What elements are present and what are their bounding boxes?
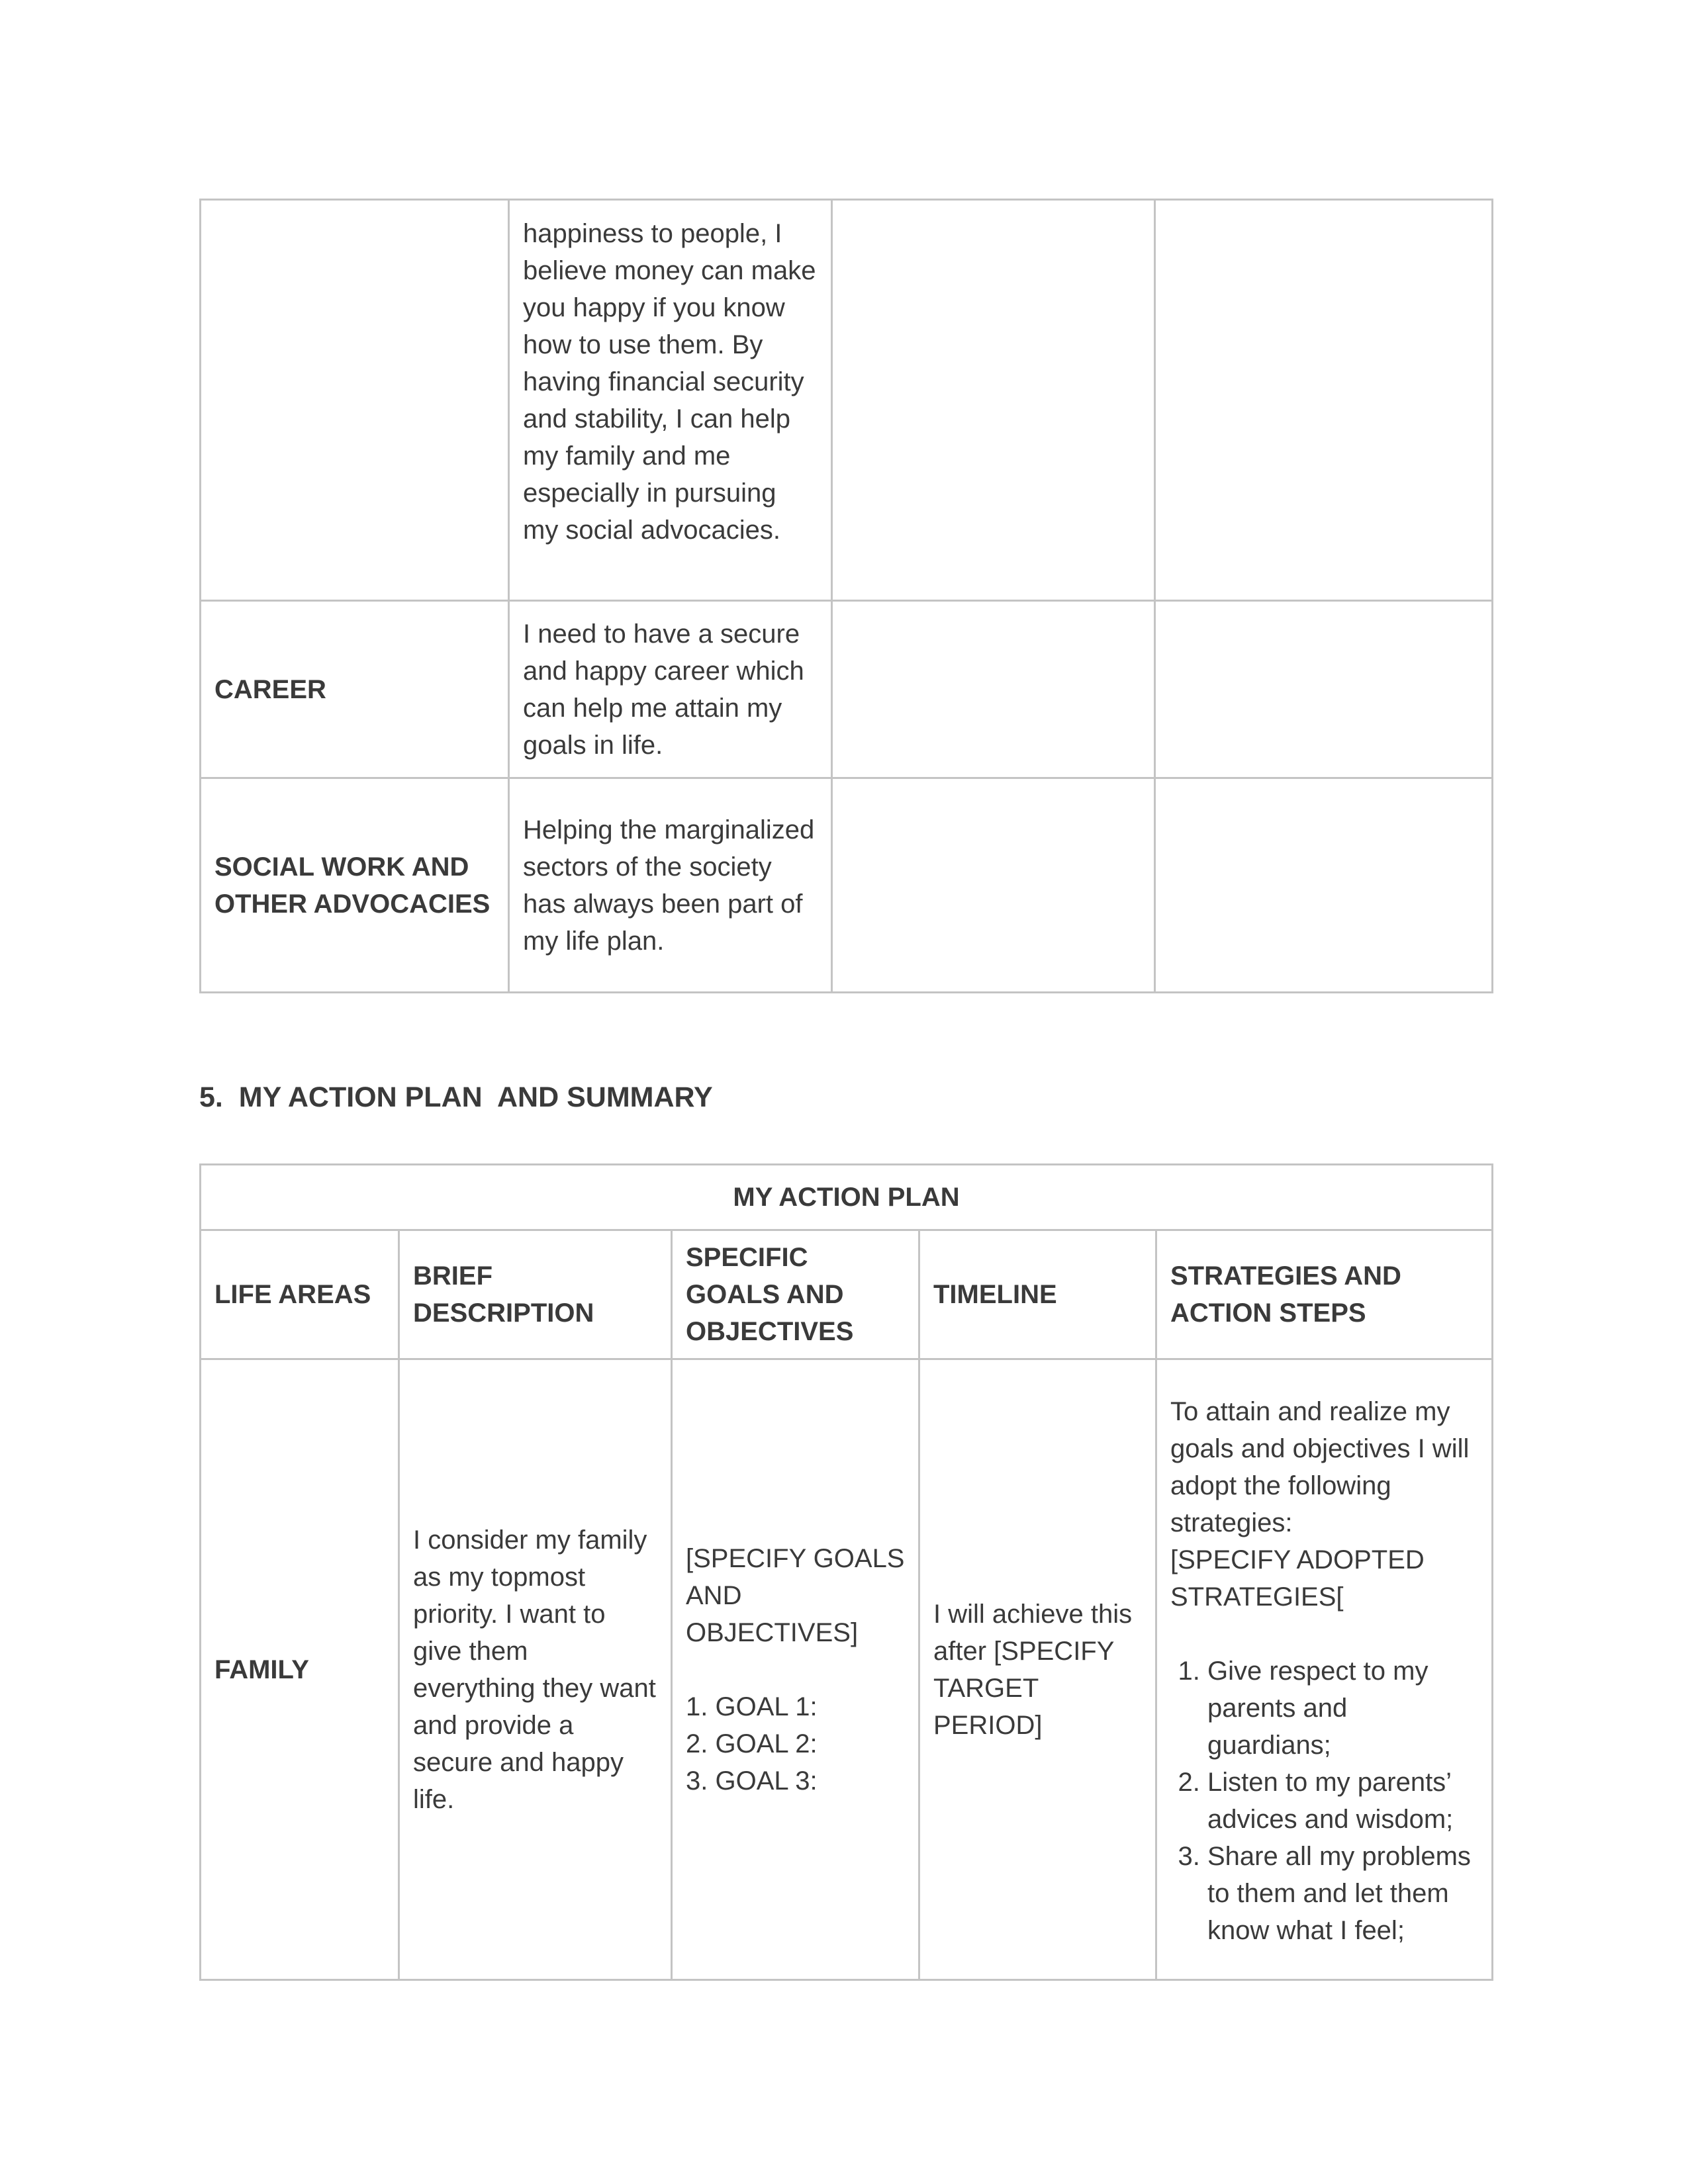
life-area-cell: CAREER <box>201 601 509 778</box>
section-heading <box>199 1079 713 1116</box>
header-timeline: TIMELINE <box>919 1230 1156 1359</box>
empty-cell <box>832 200 1155 601</box>
table-title-row <box>201 1165 1493 1230</box>
empty-cell <box>832 778 1155 993</box>
section-title: MY ACTION PLAN AND SUMMARY <box>238 1081 713 1113</box>
action-plan-title: MY ACTION PLAN <box>201 1165 1493 1230</box>
table-row <box>201 601 1493 778</box>
life-plan-table-continued <box>199 199 1493 993</box>
life-area-cell: SOCIAL WORK AND OTHER ADVOCACIES <box>201 778 509 993</box>
empty-cell <box>1155 778 1493 993</box>
life-area-cell <box>201 200 509 601</box>
strategies-cell <box>1156 1359 1493 1980</box>
empty-cell <box>1155 200 1493 601</box>
table-header-row <box>201 1230 1493 1359</box>
description-cell: I need to have a secure and happy career which can help me attain my goals in life. <box>509 601 832 778</box>
section-number: 5. <box>199 1081 223 1113</box>
description-cell: Helping the marginalized sectors of the society has always been part of my life plan. <box>509 778 832 993</box>
table-row <box>201 1359 1493 1980</box>
list-item: 3. Share all my problems to them and let them know what I feel; <box>1207 1838 1478 1949</box>
header-life-areas: LIFE AREAS <box>201 1230 399 1359</box>
header-strategies: STRATEGIES AND ACTION STEPS <box>1156 1230 1493 1359</box>
header-goals: SPECIFIC GOALS AND OBJECTIVES <box>672 1230 919 1359</box>
spacer <box>1170 1615 1478 1653</box>
action-plan-table <box>199 1163 1493 1981</box>
header-brief-description: BRIEF DESCRIPTION <box>399 1230 672 1359</box>
timeline-cell: I will achieve this after [SPECIFY TARGET PERIOD] <box>919 1359 1156 1980</box>
table-row <box>201 200 1493 601</box>
table-row <box>201 778 1493 993</box>
empty-cell <box>832 601 1155 778</box>
empty-cell <box>1155 601 1493 778</box>
life-area-cell: FAMILY <box>201 1359 399 1980</box>
action-steps-list <box>1170 1653 1478 1949</box>
goals-cell: [SPECIFY GOALS AND OBJECTIVES] 1. GOAL 1: 2. GOAL 2: 3. GOAL 3: <box>672 1359 919 1980</box>
list-item: 1. Give respect to my parents and guardians; <box>1207 1653 1478 1764</box>
description-cell: I consider my family as my topmost priority. I want to give them everything they want and provide a secure and happy life. <box>399 1359 672 1980</box>
list-item: 2. Listen to my parents’ advices and wisdom; <box>1207 1764 1478 1838</box>
strategies-intro: To attain and realize my goals and objectives I will adopt the following strategies: [SPECIFY ADOPTED STRATEGIES[ <box>1170 1396 1470 1612</box>
description-cell: happiness to people, I believe money can make you happy if you know how to use them. By having financial security and stability, I can help my family and me especially in pursuing my social advocacies. <box>509 200 832 601</box>
